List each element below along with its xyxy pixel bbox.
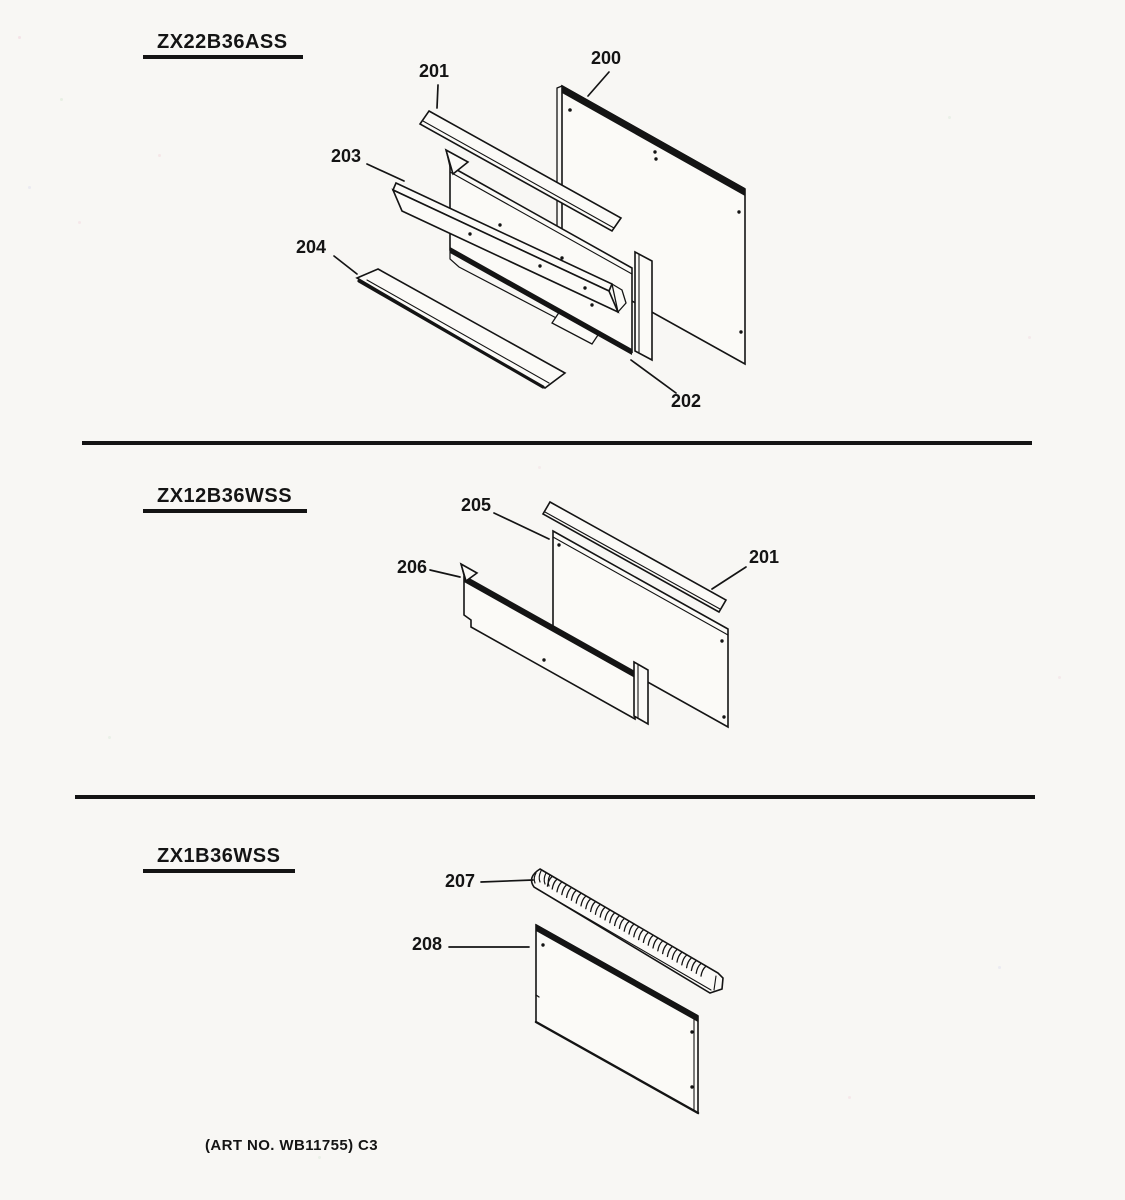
section-divider-1: [82, 441, 1032, 445]
leader-202: [631, 360, 676, 393]
section-divider-2: [75, 795, 1035, 799]
leader-206: [430, 570, 460, 577]
art-number-footer: (ART NO. WB11755) C3: [205, 1137, 379, 1154]
strip-204-fold-line: [367, 280, 549, 383]
diagram-zx22b36ass: [357, 85, 745, 388]
part-label-200: 200: [591, 48, 622, 68]
leader-204: [334, 256, 357, 274]
part-label-201-s2: 201: [749, 547, 780, 567]
section-1-title: ZX22B36ASS: [143, 31, 303, 59]
leader-203: [367, 164, 404, 181]
diagram-zx1b36wss: [532, 869, 723, 1113]
part-label-201-s1: 201: [419, 61, 450, 81]
leader-207: [481, 880, 533, 882]
part-label-205: 205: [461, 495, 492, 515]
part-label-203: 203: [331, 146, 362, 166]
leader-200: [588, 72, 609, 96]
part-label-202: 202: [671, 391, 702, 411]
screw-hole: [542, 658, 545, 661]
leader-205: [494, 513, 549, 539]
part-label-204: 204: [296, 237, 327, 257]
channel-202-end-cap: [635, 252, 652, 360]
leader-201-s1: [437, 85, 438, 108]
section-3-title: ZX1B36WSS: [143, 845, 295, 873]
leader-201-s2: [712, 567, 746, 589]
section-2-title: ZX12B36WSS: [143, 485, 307, 513]
part-label-206: 206: [397, 557, 428, 577]
panel-206-end-cap: [634, 662, 648, 724]
part-label-208: 208: [412, 934, 443, 954]
diagram-zx12b36wss: [461, 502, 728, 727]
part-label-207: 207: [445, 871, 476, 891]
